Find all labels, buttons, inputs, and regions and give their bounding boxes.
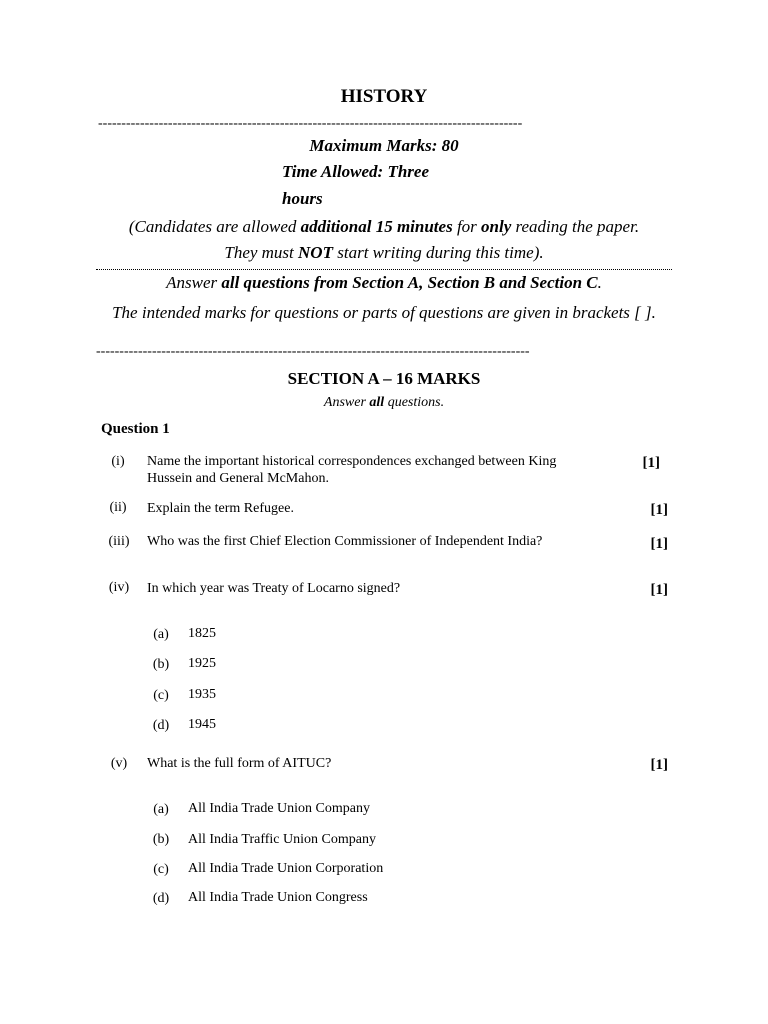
question-label: Question 1 <box>101 421 170 437</box>
option-text: 1925 <box>188 656 216 671</box>
question-mark: [1] <box>650 502 668 518</box>
note-part-f: They must <box>224 243 299 262</box>
option-label: (d) <box>152 891 170 906</box>
dotted-divider <box>96 269 672 270</box>
question-text: Explain the term Refugee. <box>147 501 294 516</box>
page-title: HISTORY <box>340 86 428 107</box>
maximum-marks-text: Maximum Marks: 80 <box>309 136 459 155</box>
question-mark: [1] <box>642 455 660 471</box>
option-text: All India Trade Union Corporation <box>188 861 384 876</box>
note-part-c: for <box>452 217 482 236</box>
question-text: In which year was Treaty of Locarno signed? <box>147 581 401 596</box>
time-allowed-line-2: hours <box>282 189 323 208</box>
time-allowed-line-1: Time Allowed: Three <box>282 162 429 181</box>
answer-instruction <box>0 273 768 293</box>
question-mark: [1] <box>650 536 668 552</box>
question-mark: [1] <box>650 757 668 773</box>
note-part-a: (Candidates are allowed <box>128 217 301 236</box>
option-text: 1945 <box>188 717 216 732</box>
option-label: (d) <box>152 718 170 733</box>
question-number: (iii) <box>108 534 130 549</box>
candidate-note <box>100 214 668 266</box>
question-text: Who was the first Chief Election Commissioner of Independent India? <box>147 534 543 549</box>
option-text: All India Traffic Union Company <box>188 832 376 847</box>
question-text: Name the important historical correspondences exchanged between King Hussein and General McMahon. <box>147 454 557 486</box>
intended-marks-note: The intended marks for questions or parts of questions are given in brackets [ ]. <box>112 303 656 322</box>
option-label: (b) <box>152 832 170 847</box>
answer-part-a: Answer <box>166 273 222 292</box>
option-text: All India Trade Union Company <box>188 801 370 816</box>
dashed-divider: ------------------------------------------------------------------------------------------- <box>98 117 523 131</box>
question-number: (v) <box>110 756 128 771</box>
option-label: (a) <box>153 802 169 817</box>
section-sub-a: Answer <box>323 395 370 410</box>
option-text: All India Trade Union Congress <box>188 890 368 905</box>
question-number: (iv) <box>108 580 130 595</box>
option-label: (a) <box>153 627 169 642</box>
note-part-d: only <box>481 217 512 236</box>
section-subtitle <box>0 395 768 411</box>
maximum-marks <box>0 136 768 156</box>
option-text: 1935 <box>188 687 216 702</box>
question-mark: [1] <box>650 582 668 598</box>
answer-part-c: . <box>597 273 602 292</box>
answer-part-b: all questions from Section A, Section B and Section C <box>221 273 598 292</box>
question-number: (i) <box>111 454 125 469</box>
dashed-divider-2: --------------------------------------------------------------------------------------------- <box>96 345 530 359</box>
question-text: What is the full form of AITUC? <box>147 756 332 771</box>
question-number: (ii) <box>109 500 127 515</box>
option-label: (b) <box>152 657 170 672</box>
section-title: SECTION A – 16 MARKS <box>287 369 481 388</box>
note-part-b: additional 15 minutes <box>300 217 453 236</box>
note-part-g: NOT <box>298 243 333 262</box>
section-sub-b: all <box>369 395 385 410</box>
option-label: (c) <box>153 688 169 703</box>
option-text: 1825 <box>188 626 216 641</box>
section-sub-c: questions. <box>384 395 445 410</box>
note-part-h: start writing during this time). <box>332 243 544 262</box>
option-label: (c) <box>153 862 169 877</box>
note-part-e: reading the paper. <box>511 217 640 236</box>
